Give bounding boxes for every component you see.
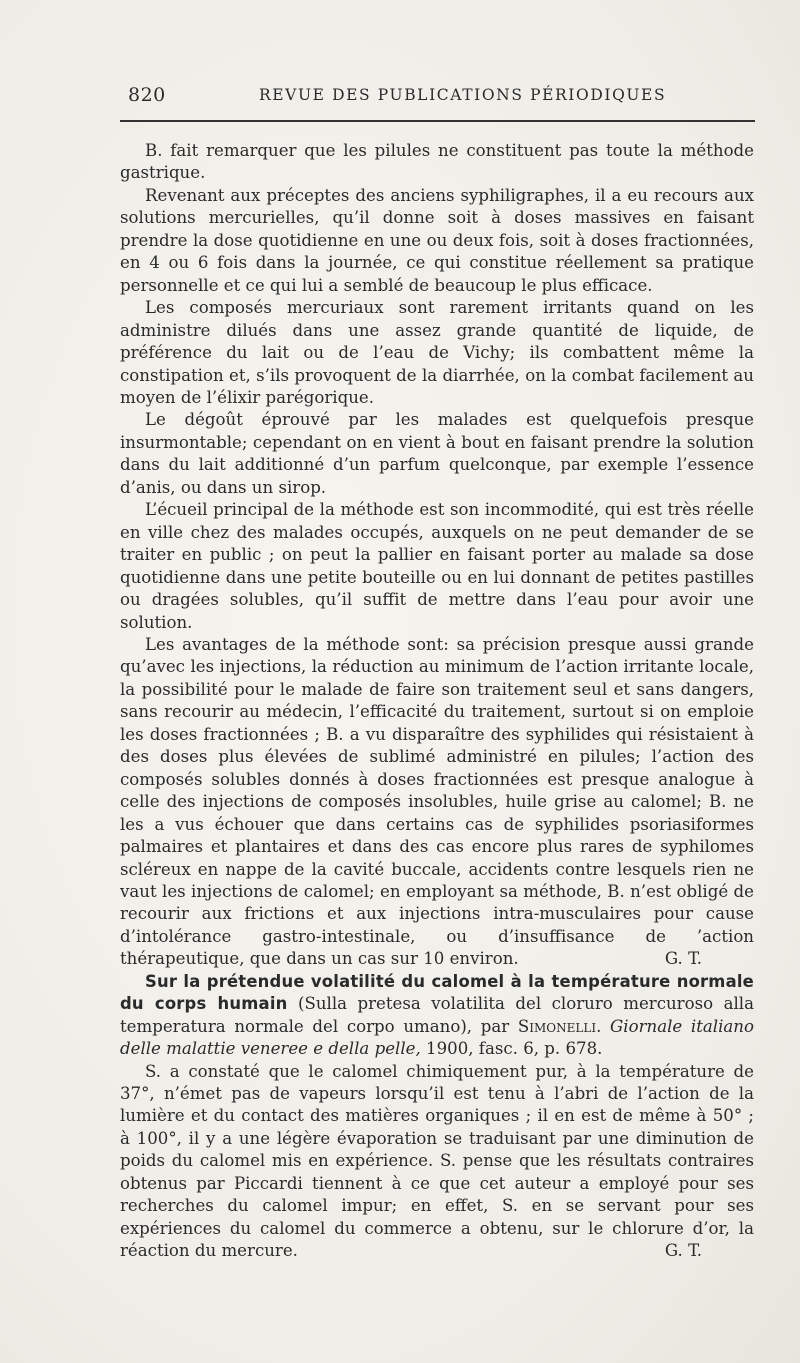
article-body-text: S. a constaté que le calomel chimiquement pur, à la température de 37°, n’émet pas de vapeurs lorsqu’il est tenu à l’abri de l’action de la lumière et du contact des matières organiques ; il en est de même à 50° ; à 100°, il y a une légère évaporation se traduisant par une diminution de poids du calomel mis en expérience. S. pense que les résultats contraires obtenus par Piccardi tiennent à ce que cet auteur a employé pour ses recherches du calomel impur; en effet, S. en se servant pour ses expériences du calomel du commerce a obtenu, sur le chlorure d’or, la réaction du mercure.: [120, 1061, 754, 1261]
article-body: [120, 1061, 754, 1263]
article-title: Sur la prétendue volatilité du calomel à la température normale du corps humain: [120, 971, 754, 1014]
article-citation: 1900, fasc. 6, p. 678.: [426, 1039, 603, 1059]
paragraph-text: Les avantages de la méthode sont: sa précision presque aussi grande qu’avec les injections, la réduction au minimum de l’action irritante locale, la possibilité pour le malade de faire son traitement seul et sans dangers, sans recourir au médecin, l’efficacité du traitement, surtout si on emploie les doses fractionnées ; B. a vu disparaître des syphilides qui résistaient à des doses plus élevées de sublimé administré en pilules; l’action des composés solubles donnés à doses fractionnées est presque analogue à celle des injections de composés insolubles, huile grise au calomel; B. ne les a vus échouer que dans certains cas de syphilides psoriasiformes palmaires et plantaires et dans des cas encore plus rares de syphilomes scléreux en nappe de la cavité buccale, accidents contre lesquels rien ne vaut les injections de calomel; en employant sa méthode, B. n’est obligé de recourir aux frictions et aux injections intra-musculaires pour cause d’intolérance gastro-intestinale, ou d’insuffisance de ’action thérapeutique, que dans un cas sur 10 environ.: [120, 634, 754, 969]
header-rule: [120, 120, 755, 122]
article-subtitle: (Sulla pretesa volatilita del cloruro mercuroso alla temperatura normale del corpo umano), par: [120, 994, 754, 1036]
article-signature: G. T.: [664, 1241, 702, 1261]
body-text: [120, 140, 754, 1263]
paragraph: [120, 634, 754, 971]
paragraph: B. fait remarquer que les pilules ne constituent pas toute la méthode gastrique.: [120, 141, 754, 183]
paragraph: Revenant aux préceptes des anciens syphiligraphes, il a eu recours aux solutions mercurielles, qu’il donne soit à doses massives en faisant prendre la dose quotidienne en une ou deux fois, soit à doses fractionnées, en 4 ou 6 fois dans la journée, ce qui constitue réellement sa pratique personnelle et ce qui lui a semblé de beaucoup le plus efficace.: [120, 185, 754, 295]
article-author: Simonelli.: [517, 1016, 602, 1036]
page-header: [120, 84, 755, 108]
article-heading: [120, 971, 754, 1061]
paragraph: L’écueil principal de la méthode est son incommodité, qui est très réelle en ville chez des malades occupés, auxquels on ne peut demander de se traiter en public ; on peut la pallier en faisant porter au malade sa dose quotidienne dans une petite bouteille ou en lui donnant de petites pastilles ou dragées solubles, qu’il suffit de mettre dans l’eau pour avoir une solution.: [120, 500, 754, 632]
page-number: 820: [128, 84, 166, 106]
article-journal: Giornale italiano delle malattie veneree e della pelle,: [120, 1016, 754, 1059]
signature: G. T.: [664, 949, 702, 969]
paragraph: Le dégoût éprouvé par les malades est quelquefois presque insurmontable; cependant on en vient à bout en faisant prendre la solution dans du lait additionné d’un parfum quelconque, par exemple l’essence d’anis, ou dans un sirop.: [120, 410, 754, 497]
paragraph: Les composés mercuriaux sont rarement irritants quand on les administre dilués dans une assez grande quantité de liquide, de préférence du lait ou de l’eau de Vichy; ils combattent même la constipation et, s’ils provoquent de la diarrhée, on la combat facilement au moyen de l’élixir parégorique.: [120, 298, 754, 407]
running-title: REVUE DES PUBLICATIONS PÉRIODIQUES: [259, 86, 667, 104]
